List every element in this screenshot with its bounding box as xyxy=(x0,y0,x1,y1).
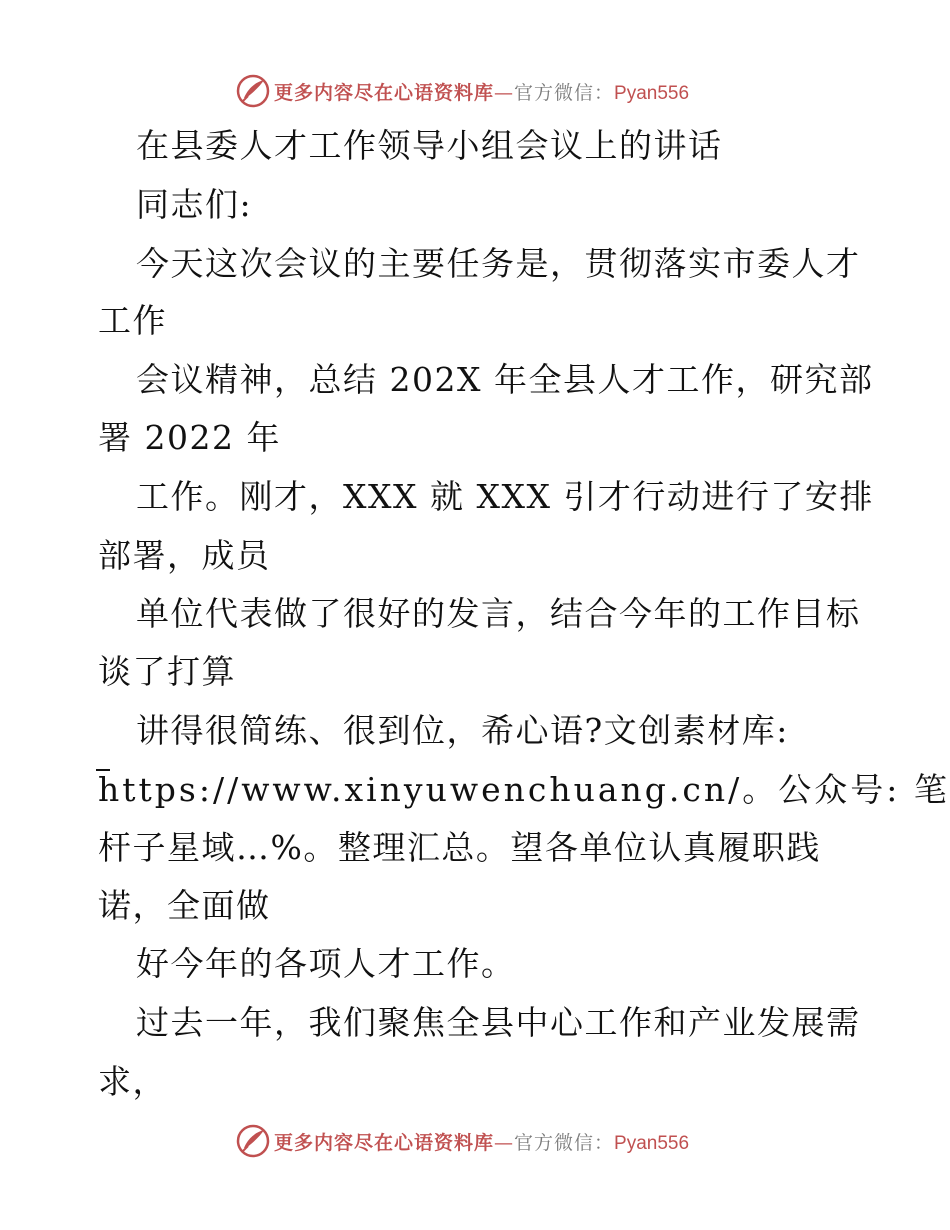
document-title: 在县委人才工作领导小组会议上的讲话 xyxy=(136,126,723,165)
banner-brand: 更多内容尽在心语资料库 xyxy=(274,1131,495,1154)
quill-seal-icon xyxy=(236,74,270,108)
body-line: 今天这次会议的主要任务是，贯彻落实市委人才 xyxy=(136,244,861,283)
body-line: 讲得很简练、很到位，希心语?文创素材库: xyxy=(136,711,789,750)
body-line: 工作 xyxy=(98,301,167,340)
body-line: 单位代表做了很好的发言，结合今年的工作目标 xyxy=(136,594,861,633)
banner-wechat-id: Pyan556 xyxy=(614,82,690,104)
quill-seal-icon xyxy=(236,1124,270,1158)
banner-dash: — xyxy=(494,1131,515,1154)
body-line: 部署，成员 xyxy=(98,536,271,575)
body-line: 诺，全面做 xyxy=(98,886,271,925)
body-line: 工作。刚才，XXX 就 XXX 引才行动进行了安排 xyxy=(136,477,874,516)
banner-dash: — xyxy=(494,81,515,104)
body-line: 好今年的各项人才工作。 xyxy=(136,944,516,983)
banner-wechat-label: 官方微信： xyxy=(514,81,615,104)
banner-text xyxy=(274,1128,689,1155)
body-line: 谈了打算 xyxy=(98,652,236,691)
banner-wechat-label: 官方微信： xyxy=(514,1131,615,1154)
banner-wechat-id: Pyan556 xyxy=(614,1132,690,1154)
body-line: 求， xyxy=(98,1062,167,1101)
salutation: 同志们: xyxy=(136,185,253,224)
body-line: 会议精神，总结 202X 年全县人才工作，研究部 xyxy=(136,360,874,399)
body-line: 署 2022 年 xyxy=(98,418,281,457)
banner-brand: 更多内容尽在心语资料库 xyxy=(274,81,495,104)
header-banner xyxy=(236,74,716,108)
url-line: https://www.xinyuwenchuang.cn/。公众号: 笔 xyxy=(98,770,950,809)
footer-banner xyxy=(236,1124,716,1158)
body-line: 杆子星域…%。整理汇总。望各单位认真履职践 xyxy=(98,828,821,867)
banner-text xyxy=(274,78,689,105)
body-line: 过去一年，我们聚焦全县中心工作和产业发展需 xyxy=(136,1003,861,1042)
